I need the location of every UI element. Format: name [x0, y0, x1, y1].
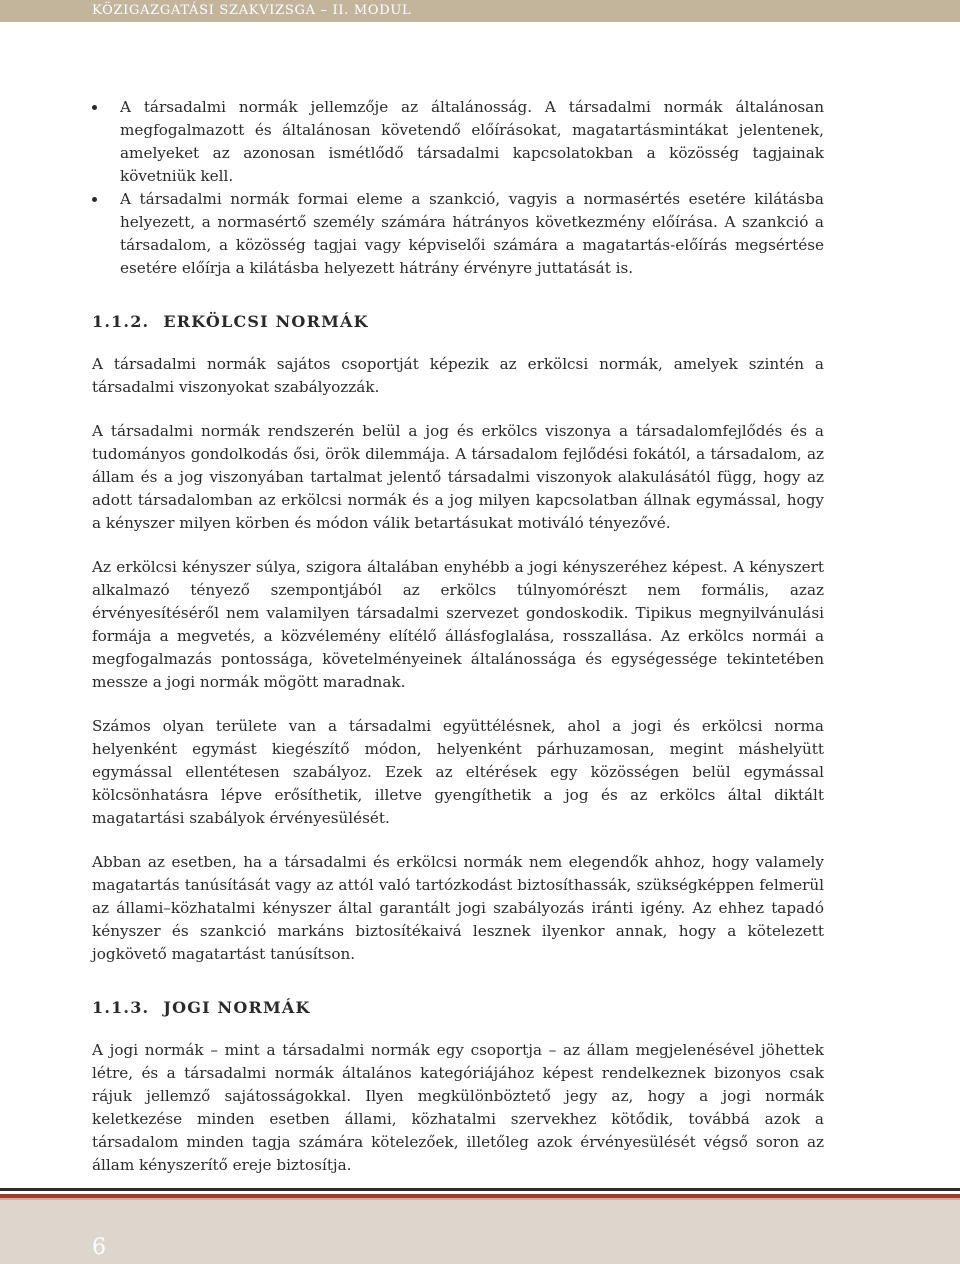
section-heading-jogi: [92, 996, 824, 1019]
footer-band: [0, 1200, 960, 1264]
page-number: 6: [92, 1235, 106, 1260]
section-heading-erkolcsi: [92, 310, 824, 333]
bullet-text: A társadalmi normák formai eleme a szankció, vagyis a normasértés esetére kilátásba helyezett, a normasértő személy számára hátrányos következmény előírása. A szankció a társadalom, a közösség tagjai vagy képviselői számára a magatartás-előírás megsértése esetére előírja a kilátásba helyezett hátrány érvényre juttatását is.: [120, 190, 824, 277]
footer-stripe: [0, 1188, 960, 1200]
bullet-text: A társadalmi normák jellemzője az általánosság. A társadalmi normák általánosan megfogalmazott és általánosan követendő előírásokat, magatartásmintákat jelentenek, amelyeket az azonosan ismétlődő társadalmi kapcsolatokban a közösség tagjainak követniük kell.: [120, 98, 824, 185]
section-number: 1.1.2.: [92, 312, 150, 331]
bullet-list: [92, 96, 824, 280]
section-number: 1.1.3.: [92, 998, 150, 1017]
section-title: JOGI NORMÁK: [163, 998, 311, 1017]
paragraph: Az erkölcsi kényszer súlya, szigora általában enyhébb a jogi kényszeréhez képest. A kényszert alkalmazó tényező szempontjából az erkölcs túlnyomórészt nem formális, azaz érvényesítéséről nem valamilyen társadalmi szervezet gondoskodik. Tipikus megnyilvánulási formája a megvetés, a közvélemény elítélő állásfoglalása, rosszallása. Az erkölcs normái a megfogalmazás pontossága, követelményeinek általánossága és egységessége tekintetében messze a jogi normák mögött maradnak.: [92, 558, 824, 691]
bullet-item: [92, 96, 824, 188]
bullet-icon: [92, 197, 97, 202]
running-header: KÖZIGAZGATÁSI SZAKVIZSGA – II. MODUL: [92, 3, 412, 18]
paragraph: A jogi normák – mint a társadalmi normák egy csoportja – az állam megjelenésével jöhettek létre, és a társadalmi normák általános kategóriájához képest rendelkeznek bizonyos csak rájuk jellemző sajátosságokkal. Ilyen megkülönböztető jegy az, hogy a jogi normák keletkezése minden esetben állami, közhatalmi szervekhez kötődik, továbbá azok a társadalom minden tagja számára kötelezőek, illetőleg azok érvényesülését végső soron az állam kényszerítő ereje biztosítja.: [92, 1041, 824, 1174]
header-bar: [0, 0, 960, 22]
paragraph: Számos olyan területe van a társadalmi együttélésnek, ahol a jogi és erkölcsi norma helyenként egymást kiegészítő módon, helyenként párhuzamosan, megint máshelyütt egymással ellentétesen szabályoz. Ezek az eltérések egy közösségen belül egymással kölcsönhatásra lépve erősíthetik, illetve gyengíthetik a jog és az erkölcs által diktált magatartási szabályok érvényesülését.: [92, 717, 824, 827]
bullet-icon: [92, 105, 97, 110]
bullet-item: [92, 188, 824, 280]
paragraph: A társadalmi normák sajátos csoportját képezik az erkölcsi normák, amelyek szintén a társadalmi viszonyokat szabályozzák.: [92, 355, 824, 396]
paragraph: A társadalmi normák rendszerén belül a jog és erkölcs viszonya a társadalomfejlődés és a tudományos gondolkodás ősi, örök dilemmája. A társadalom fejlődési fokától, a társadalom, az állam és a jog viszonyában tartalmat jelentő társadalmi viszonyok alakulásától függ, hogy az adott társadalomban az erkölcsi normák és a jog milyen kapcsolatban állnak egymással, hogy a kényszer milyen körben és módon válik betartásukat motiváló tényezővé.: [92, 422, 824, 532]
page-content: [92, 96, 824, 1177]
paragraph: Abban az esetben, ha a társadalmi és erkölcsi normák nem elegendők ahhoz, hogy valamely magatartás tanúsítását vagy az attól való tartózkodást biztosíthassák, szükségképpen felmerül az állami–közhatalmi kényszer által garantált jogi szabályozás iránti igény. Az ehhez tapadó kényszer és szankció markáns biztosítékaivá lesznek ilyenkor annak, hogy a kötelezett jogkövető magatartást tanúsítson.: [92, 853, 824, 963]
section-title: ERKÖLCSI NORMÁK: [163, 312, 369, 331]
